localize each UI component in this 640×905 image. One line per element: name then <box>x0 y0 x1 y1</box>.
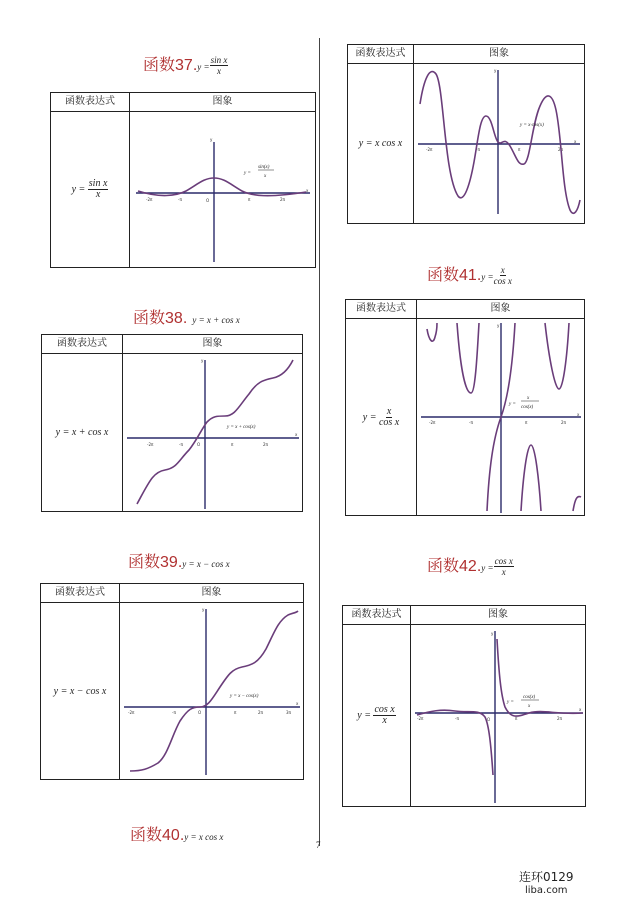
svg-text:2π: 2π <box>558 147 563 152</box>
expression-42: y = $\frac{\text{cos x}}{x}$ <box>357 704 395 726</box>
svg-text:2π: 2π <box>258 710 263 715</box>
svg-text:cos(x): cos(x) <box>523 695 536 700</box>
svg-text:-π: -π <box>476 147 480 152</box>
table-41 <box>345 299 585 516</box>
table-39 <box>40 583 304 780</box>
svg-text:π: π <box>248 197 251 202</box>
header-graph: 图象 <box>490 303 511 314</box>
column-divider <box>319 38 320 846</box>
svg-text:-2π: -2π <box>146 197 153 202</box>
header-expression: 函数表达式 <box>355 48 406 59</box>
title-39: 函数39.y = x − cos x <box>128 552 230 571</box>
svg-text:y = x − cos(x): y = x − cos(x) <box>230 694 259 699</box>
svg-text:-π: -π <box>469 420 473 425</box>
header-expression: 函数表达式 <box>57 338 107 349</box>
svg-text:-2π: -2π <box>128 710 135 715</box>
title-38: 函数38. y = x + cos x <box>133 308 240 327</box>
svg-text:3π: 3π <box>286 710 291 715</box>
svg-text:y = x·cos(x): y = x·cos(x) <box>520 123 544 128</box>
title-41: 函数41.y = $\frac{x}{\text{cos x}}$ <box>427 265 512 286</box>
graph-41 <box>417 319 584 515</box>
svg-text:-π: -π <box>172 710 176 715</box>
table-40 <box>347 44 585 224</box>
header-expression: 函数表达式 <box>356 303 406 314</box>
svg-text:y: y <box>494 68 497 73</box>
table-38 <box>41 334 303 512</box>
svg-text:y =: y = <box>244 171 251 176</box>
svg-text:O: O <box>198 710 202 715</box>
graph-40 <box>414 64 584 223</box>
svg-text:y =: y = <box>507 700 514 705</box>
svg-text:π: π <box>234 710 237 715</box>
svg-text:cos(x): cos(x) <box>521 405 534 410</box>
watermark <box>519 868 574 896</box>
title-42: 函数42.y = $\frac{\text{cos x}}{x}$ <box>427 556 513 577</box>
header-expression: 函数表达式 <box>65 96 115 107</box>
svg-text:x: x <box>306 188 309 193</box>
expression-38: y = x + cos x <box>55 427 109 438</box>
svg-text:x: x <box>579 707 582 712</box>
svg-text:y: y <box>201 358 204 363</box>
svg-text:-2π: -2π <box>426 147 433 152</box>
header-graph: 图象 <box>488 609 508 620</box>
svg-text:sin(x): sin(x) <box>258 165 270 170</box>
svg-text:-π: -π <box>178 197 182 202</box>
header-expression: 函数表达式 <box>55 587 105 598</box>
graph-39 <box>120 603 304 779</box>
svg-text:x: x <box>527 396 530 401</box>
table-42 <box>342 605 586 807</box>
svg-text:y: y <box>497 323 500 328</box>
svg-text:y = x + cos(x): y = x + cos(x) <box>227 425 256 430</box>
title-37: 函数37.y = $\frac{\text{sin x}}{x}$ <box>143 55 228 76</box>
header-graph: 图象 <box>212 96 233 107</box>
svg-text:y: y <box>210 137 213 142</box>
header-graph: 图象 <box>489 48 509 59</box>
expression-39: y = x − cos x <box>53 685 107 697</box>
svg-text:π: π <box>518 147 521 152</box>
svg-text:y =: y = <box>509 402 516 407</box>
svg-text:x: x <box>295 432 298 437</box>
graph-38 <box>123 354 303 511</box>
expression-41: y = $\frac{x}{\text{cos x}}$ <box>362 405 400 428</box>
header-expression: 函数表达式 <box>351 609 402 620</box>
svg-text:2π: 2π <box>561 420 566 425</box>
svg-text:π: π <box>515 716 518 721</box>
svg-text:O: O <box>197 442 201 447</box>
svg-text:2π: 2π <box>263 442 268 447</box>
svg-text:-2π: -2π <box>417 716 424 721</box>
svg-text:x: x <box>528 704 531 709</box>
svg-text:-π: -π <box>455 716 459 721</box>
svg-text:2π: 2π <box>557 716 562 721</box>
expression-40: y = x cos x <box>358 138 403 149</box>
svg-text:y: y <box>202 607 205 612</box>
svg-text:x: x <box>296 701 299 706</box>
svg-text:π: π <box>231 442 234 447</box>
title-40: 函数40.y = x cos x <box>130 825 224 844</box>
watermark-line2: liba.com <box>524 885 568 896</box>
expression-37: y = $\frac{\text{sin x}}{x}$ <box>71 178 108 200</box>
svg-text:O: O <box>487 717 491 722</box>
svg-text:y: y <box>491 631 494 636</box>
svg-text:x: x <box>577 412 580 417</box>
svg-text:2π: 2π <box>280 197 285 202</box>
page-number: 7 <box>316 840 321 850</box>
header-graph: 图象 <box>202 338 223 349</box>
svg-text:O: O <box>206 198 210 203</box>
table-37 <box>50 92 316 268</box>
watermark-line1: 连环0129 <box>519 870 574 884</box>
svg-text:x: x <box>574 139 577 144</box>
svg-text:-2π: -2π <box>429 420 436 425</box>
svg-text:π: π <box>525 420 528 425</box>
header-graph: 图象 <box>201 587 222 598</box>
svg-text:-π: -π <box>179 442 183 447</box>
svg-text:-2π: -2π <box>147 442 154 447</box>
graph-42 <box>411 625 585 806</box>
graph-37 <box>130 112 316 267</box>
svg-text:x: x <box>264 174 267 179</box>
